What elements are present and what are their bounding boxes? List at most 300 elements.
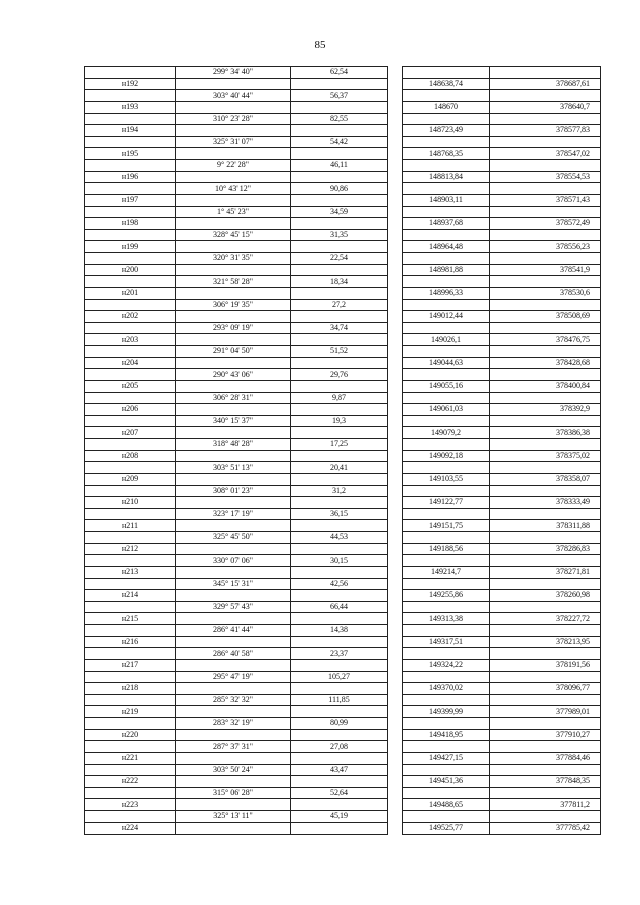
segment-row bbox=[85, 229, 601, 241]
segment-row bbox=[85, 90, 601, 102]
point-row bbox=[85, 799, 601, 811]
y-coordinate-cell bbox=[490, 346, 601, 358]
point-name-cell: н216 bbox=[85, 636, 176, 648]
direction-angle-cell: 10° 43' 12" bbox=[176, 183, 291, 195]
y-coordinate-cell bbox=[490, 206, 601, 218]
distance-cell bbox=[291, 729, 388, 741]
distance-cell: 105,27 bbox=[291, 671, 388, 683]
spacer-cell bbox=[388, 160, 403, 172]
point-name-cell: н202 bbox=[85, 311, 176, 323]
x-coordinate-cell bbox=[403, 578, 490, 590]
x-coordinate-cell: 149370,02 bbox=[403, 683, 490, 695]
point-name-cell bbox=[85, 299, 176, 311]
point-name-cell bbox=[85, 601, 176, 613]
point-row bbox=[85, 125, 601, 137]
x-coordinate-cell bbox=[403, 532, 490, 544]
distance-cell: 29,76 bbox=[291, 369, 388, 381]
point-row bbox=[85, 729, 601, 741]
direction-angle-cell bbox=[176, 729, 291, 741]
spacer-cell bbox=[388, 171, 403, 183]
point-name-cell bbox=[85, 671, 176, 683]
spacer-cell bbox=[388, 136, 403, 148]
direction-angle-cell: 303° 51' 13" bbox=[176, 462, 291, 474]
y-coordinate-cell: 377884,46 bbox=[490, 752, 601, 764]
point-name-cell: н203 bbox=[85, 334, 176, 346]
segment-row bbox=[85, 136, 601, 148]
spacer-cell bbox=[388, 485, 403, 497]
point-name-cell bbox=[85, 462, 176, 474]
direction-angle-cell: 318° 48' 28" bbox=[176, 439, 291, 451]
x-coordinate-cell bbox=[403, 741, 490, 753]
segment-row bbox=[85, 369, 601, 381]
point-row bbox=[85, 334, 601, 346]
segment-row bbox=[85, 160, 601, 172]
distance-cell: 19,3 bbox=[291, 415, 388, 427]
x-coordinate-cell bbox=[403, 392, 490, 404]
point-name-cell bbox=[85, 625, 176, 637]
x-coordinate-cell bbox=[403, 485, 490, 497]
point-name-cell bbox=[85, 160, 176, 172]
x-coordinate-cell bbox=[403, 764, 490, 776]
spacer-cell bbox=[388, 787, 403, 799]
spacer-cell bbox=[388, 659, 403, 671]
y-coordinate-cell: 378577,83 bbox=[490, 125, 601, 137]
spacer-cell bbox=[388, 229, 403, 241]
segment-row bbox=[85, 485, 601, 497]
point-name-cell bbox=[85, 206, 176, 218]
point-row bbox=[85, 776, 601, 788]
spacer-cell bbox=[388, 322, 403, 334]
x-coordinate-cell bbox=[403, 555, 490, 567]
spacer-cell bbox=[388, 555, 403, 567]
distance-cell bbox=[291, 241, 388, 253]
y-coordinate-cell: 378271,81 bbox=[490, 566, 601, 578]
direction-angle-cell bbox=[176, 171, 291, 183]
point-row bbox=[85, 543, 601, 555]
segment-row bbox=[85, 741, 601, 753]
distance-cell bbox=[291, 776, 388, 788]
spacer-cell bbox=[388, 125, 403, 137]
x-coordinate-cell bbox=[403, 439, 490, 451]
direction-angle-cell: 320° 31' 35" bbox=[176, 253, 291, 265]
point-row bbox=[85, 706, 601, 718]
direction-angle-cell bbox=[176, 590, 291, 602]
distance-cell: 34,74 bbox=[291, 322, 388, 334]
point-name-cell: н210 bbox=[85, 497, 176, 509]
segment-row bbox=[85, 415, 601, 427]
point-name-cell bbox=[85, 369, 176, 381]
point-name-cell: н195 bbox=[85, 148, 176, 160]
segment-row bbox=[85, 392, 601, 404]
direction-angle-cell: 325° 31' 07" bbox=[176, 136, 291, 148]
spacer-cell bbox=[388, 671, 403, 683]
point-name-cell: н196 bbox=[85, 171, 176, 183]
direction-angle-cell bbox=[176, 520, 291, 532]
distance-cell: 23,37 bbox=[291, 648, 388, 660]
point-row bbox=[85, 659, 601, 671]
point-name-cell: н192 bbox=[85, 78, 176, 90]
distance-cell: 22,54 bbox=[291, 253, 388, 265]
point-row bbox=[85, 380, 601, 392]
distance-cell bbox=[291, 357, 388, 369]
x-coordinate-cell bbox=[403, 601, 490, 613]
point-row bbox=[85, 194, 601, 206]
segment-row bbox=[85, 113, 601, 125]
distance-cell: 80,99 bbox=[291, 718, 388, 730]
distance-cell: 111,85 bbox=[291, 694, 388, 706]
x-coordinate-cell: 149079,2 bbox=[403, 427, 490, 439]
distance-cell: 30,15 bbox=[291, 555, 388, 567]
point-name-cell: н199 bbox=[85, 241, 176, 253]
y-coordinate-cell bbox=[490, 508, 601, 520]
segment-row bbox=[85, 462, 601, 474]
point-name-cell bbox=[85, 392, 176, 404]
point-row bbox=[85, 171, 601, 183]
spacer-cell bbox=[388, 101, 403, 113]
distance-cell bbox=[291, 194, 388, 206]
spacer-cell bbox=[388, 625, 403, 637]
x-coordinate-cell: 149012,44 bbox=[403, 311, 490, 323]
x-coordinate-cell: 149092,18 bbox=[403, 450, 490, 462]
x-coordinate-cell: 149061,03 bbox=[403, 404, 490, 416]
direction-angle-cell: 321° 58' 28" bbox=[176, 276, 291, 288]
direction-angle-cell: 293° 09' 19" bbox=[176, 322, 291, 334]
spacer-cell bbox=[388, 148, 403, 160]
distance-cell bbox=[291, 218, 388, 230]
point-name-cell: н205 bbox=[85, 380, 176, 392]
direction-angle-cell: 303° 40' 44" bbox=[176, 90, 291, 102]
direction-angle-cell: 286° 40' 58" bbox=[176, 648, 291, 660]
x-coordinate-cell: 149103,55 bbox=[403, 473, 490, 485]
y-coordinate-cell: 378392,9 bbox=[490, 404, 601, 416]
y-coordinate-cell bbox=[490, 764, 601, 776]
spacer-cell bbox=[388, 683, 403, 695]
segment-row bbox=[85, 276, 601, 288]
direction-angle-cell bbox=[176, 683, 291, 695]
direction-angle-cell: 287° 37' 31" bbox=[176, 741, 291, 753]
distance-cell: 17,25 bbox=[291, 439, 388, 451]
x-coordinate-cell: 149055,16 bbox=[403, 380, 490, 392]
spacer-cell bbox=[388, 811, 403, 823]
point-name-cell bbox=[85, 578, 176, 590]
direction-angle-cell bbox=[176, 311, 291, 323]
spacer-cell bbox=[388, 113, 403, 125]
point-name-cell bbox=[85, 718, 176, 730]
point-name-cell bbox=[85, 648, 176, 660]
y-coordinate-cell: 378358,07 bbox=[490, 473, 601, 485]
point-name-cell: н224 bbox=[85, 822, 176, 834]
distance-cell: 27,08 bbox=[291, 741, 388, 753]
direction-angle-cell bbox=[176, 822, 291, 834]
x-coordinate-cell bbox=[403, 136, 490, 148]
point-row bbox=[85, 357, 601, 369]
direction-angle-cell bbox=[176, 357, 291, 369]
direction-angle-cell bbox=[176, 706, 291, 718]
x-coordinate-cell: 148964,48 bbox=[403, 241, 490, 253]
y-coordinate-cell: 378556,23 bbox=[490, 241, 601, 253]
spacer-cell bbox=[388, 590, 403, 602]
point-name-cell bbox=[85, 229, 176, 241]
x-coordinate-cell bbox=[403, 90, 490, 102]
direction-angle-cell bbox=[176, 264, 291, 276]
direction-angle-cell: 306° 19' 35" bbox=[176, 299, 291, 311]
y-coordinate-cell bbox=[490, 648, 601, 660]
distance-cell: 20,41 bbox=[291, 462, 388, 474]
point-name-cell bbox=[85, 90, 176, 102]
distance-cell: 62,54 bbox=[291, 67, 388, 79]
spacer-cell bbox=[388, 241, 403, 253]
distance-cell bbox=[291, 125, 388, 137]
distance-cell bbox=[291, 752, 388, 764]
direction-angle-cell: 9° 22' 28" bbox=[176, 160, 291, 172]
distance-cell bbox=[291, 659, 388, 671]
point-row bbox=[85, 566, 601, 578]
x-coordinate-cell bbox=[403, 346, 490, 358]
y-coordinate-cell bbox=[490, 229, 601, 241]
spacer-cell bbox=[388, 578, 403, 590]
point-row bbox=[85, 427, 601, 439]
point-name-cell: н214 bbox=[85, 590, 176, 602]
x-coordinate-cell bbox=[403, 229, 490, 241]
x-coordinate-cell: 149313,38 bbox=[403, 613, 490, 625]
x-coordinate-cell bbox=[403, 160, 490, 172]
direction-angle-cell bbox=[176, 404, 291, 416]
point-name-cell bbox=[85, 183, 176, 195]
point-name-cell bbox=[85, 741, 176, 753]
x-coordinate-cell: 148638,74 bbox=[403, 78, 490, 90]
spacer-cell bbox=[388, 299, 403, 311]
direction-angle-cell bbox=[176, 427, 291, 439]
y-coordinate-cell: 378260,98 bbox=[490, 590, 601, 602]
x-coordinate-cell: 149044,63 bbox=[403, 357, 490, 369]
distance-cell: 44,53 bbox=[291, 532, 388, 544]
point-name-cell bbox=[85, 439, 176, 451]
direction-angle-cell bbox=[176, 194, 291, 206]
direction-angle-cell bbox=[176, 380, 291, 392]
spacer-cell bbox=[388, 311, 403, 323]
y-coordinate-cell bbox=[490, 415, 601, 427]
direction-angle-cell bbox=[176, 473, 291, 485]
distance-cell bbox=[291, 590, 388, 602]
y-coordinate-cell bbox=[490, 625, 601, 637]
y-coordinate-cell bbox=[490, 741, 601, 753]
y-coordinate-cell bbox=[490, 392, 601, 404]
segment-row bbox=[85, 601, 601, 613]
y-coordinate-cell: 378571,43 bbox=[490, 194, 601, 206]
direction-angle-cell: 306° 28' 31" bbox=[176, 392, 291, 404]
distance-cell bbox=[291, 683, 388, 695]
distance-cell: 18,34 bbox=[291, 276, 388, 288]
y-coordinate-cell bbox=[490, 671, 601, 683]
x-coordinate-cell bbox=[403, 253, 490, 265]
y-coordinate-cell bbox=[490, 439, 601, 451]
spacer-cell bbox=[388, 287, 403, 299]
segment-row bbox=[85, 555, 601, 567]
spacer-cell bbox=[388, 253, 403, 265]
distance-cell bbox=[291, 101, 388, 113]
y-coordinate-cell: 378227,72 bbox=[490, 613, 601, 625]
point-name-cell: н221 bbox=[85, 752, 176, 764]
x-coordinate-cell: 149399,99 bbox=[403, 706, 490, 718]
direction-angle-cell: 323° 17' 19" bbox=[176, 508, 291, 520]
spacer-cell bbox=[388, 648, 403, 660]
direction-angle-cell bbox=[176, 776, 291, 788]
y-coordinate-cell bbox=[490, 485, 601, 497]
point-row bbox=[85, 218, 601, 230]
distance-cell bbox=[291, 520, 388, 532]
direction-angle-cell bbox=[176, 148, 291, 160]
point-name-cell: н219 bbox=[85, 706, 176, 718]
x-coordinate-cell: 149214,7 bbox=[403, 566, 490, 578]
distance-cell bbox=[291, 566, 388, 578]
segment-row bbox=[85, 787, 601, 799]
y-coordinate-cell bbox=[490, 601, 601, 613]
x-coordinate-cell: 149418,95 bbox=[403, 729, 490, 741]
x-coordinate-cell: 149122,77 bbox=[403, 497, 490, 509]
x-coordinate-cell: 149427,15 bbox=[403, 752, 490, 764]
y-coordinate-cell: 377785,42 bbox=[490, 822, 601, 834]
direction-angle-cell: 325° 45' 50" bbox=[176, 532, 291, 544]
x-coordinate-cell: 149026,1 bbox=[403, 334, 490, 346]
segment-row bbox=[85, 206, 601, 218]
x-coordinate-cell: 148903,11 bbox=[403, 194, 490, 206]
direction-angle-cell bbox=[176, 752, 291, 764]
y-coordinate-cell bbox=[490, 136, 601, 148]
direction-angle-cell: 310° 23' 28" bbox=[176, 113, 291, 125]
segment-row bbox=[85, 253, 601, 265]
x-coordinate-cell bbox=[403, 206, 490, 218]
point-name-cell: н201 bbox=[85, 287, 176, 299]
distance-cell bbox=[291, 497, 388, 509]
direction-angle-cell: 1° 45' 23" bbox=[176, 206, 291, 218]
y-coordinate-cell bbox=[490, 787, 601, 799]
x-coordinate-cell: 148723,49 bbox=[403, 125, 490, 137]
y-coordinate-cell: 377811,2 bbox=[490, 799, 601, 811]
x-coordinate-cell: 148996,33 bbox=[403, 287, 490, 299]
distance-cell: 66,44 bbox=[291, 601, 388, 613]
distance-cell: 36,15 bbox=[291, 508, 388, 520]
distance-cell: 14,38 bbox=[291, 625, 388, 637]
point-row bbox=[85, 636, 601, 648]
y-coordinate-cell bbox=[490, 532, 601, 544]
x-coordinate-cell bbox=[403, 322, 490, 334]
spacer-cell bbox=[388, 462, 403, 474]
point-name-cell: н212 bbox=[85, 543, 176, 555]
segment-row bbox=[85, 67, 601, 79]
point-name-cell: н213 bbox=[85, 566, 176, 578]
distance-cell: 9,87 bbox=[291, 392, 388, 404]
y-coordinate-cell: 378547,02 bbox=[490, 148, 601, 160]
point-name-cell bbox=[85, 787, 176, 799]
segment-row bbox=[85, 648, 601, 660]
point-name-cell: н193 bbox=[85, 101, 176, 113]
spacer-cell bbox=[388, 90, 403, 102]
direction-angle-cell bbox=[176, 218, 291, 230]
y-coordinate-cell: 378375,02 bbox=[490, 450, 601, 462]
spacer-cell bbox=[388, 78, 403, 90]
direction-angle-cell: 291° 04' 50" bbox=[176, 346, 291, 358]
distance-cell bbox=[291, 264, 388, 276]
direction-angle-cell: 285° 32' 32" bbox=[176, 694, 291, 706]
point-name-cell: н206 bbox=[85, 404, 176, 416]
y-coordinate-cell: 378311,88 bbox=[490, 520, 601, 532]
spacer-cell bbox=[388, 532, 403, 544]
x-coordinate-cell: 148768,35 bbox=[403, 148, 490, 160]
segment-row bbox=[85, 694, 601, 706]
y-coordinate-cell: 378541,9 bbox=[490, 264, 601, 276]
point-row bbox=[85, 822, 601, 834]
y-coordinate-cell: 378333,49 bbox=[490, 497, 601, 509]
distance-cell bbox=[291, 78, 388, 90]
distance-cell bbox=[291, 543, 388, 555]
spacer-cell bbox=[388, 67, 403, 79]
direction-angle-cell bbox=[176, 125, 291, 137]
distance-cell: 45,19 bbox=[291, 811, 388, 823]
spacer-cell bbox=[388, 497, 403, 509]
segment-row bbox=[85, 764, 601, 776]
point-row bbox=[85, 752, 601, 764]
direction-angle-cell bbox=[176, 659, 291, 671]
direction-angle-cell bbox=[176, 101, 291, 113]
point-name-cell bbox=[85, 555, 176, 567]
spacer-cell bbox=[388, 706, 403, 718]
y-coordinate-cell: 377989,01 bbox=[490, 706, 601, 718]
distance-cell bbox=[291, 799, 388, 811]
distance-cell bbox=[291, 148, 388, 160]
x-coordinate-cell: 149488,65 bbox=[403, 799, 490, 811]
point-row bbox=[85, 473, 601, 485]
segment-row bbox=[85, 439, 601, 451]
point-name-cell: н208 bbox=[85, 450, 176, 462]
point-name-cell bbox=[85, 485, 176, 497]
point-name-cell bbox=[85, 113, 176, 125]
distance-cell: 27,2 bbox=[291, 299, 388, 311]
distance-cell bbox=[291, 334, 388, 346]
point-name-cell bbox=[85, 276, 176, 288]
point-name-cell: н197 bbox=[85, 194, 176, 206]
y-coordinate-cell: 378428,68 bbox=[490, 357, 601, 369]
spacer-cell bbox=[388, 194, 403, 206]
segment-row bbox=[85, 578, 601, 590]
y-coordinate-cell: 378687,61 bbox=[490, 78, 601, 90]
spacer-cell bbox=[388, 601, 403, 613]
y-coordinate-cell: 378096,77 bbox=[490, 683, 601, 695]
y-coordinate-cell bbox=[490, 67, 601, 79]
point-name-cell: н200 bbox=[85, 264, 176, 276]
point-name-cell: н207 bbox=[85, 427, 176, 439]
distance-cell bbox=[291, 822, 388, 834]
point-row bbox=[85, 450, 601, 462]
distance-cell: 52,64 bbox=[291, 787, 388, 799]
x-coordinate-cell: 149151,75 bbox=[403, 520, 490, 532]
y-coordinate-cell bbox=[490, 578, 601, 590]
x-coordinate-cell: 149451,36 bbox=[403, 776, 490, 788]
spacer-cell bbox=[388, 776, 403, 788]
spacer-cell bbox=[388, 741, 403, 753]
segment-row bbox=[85, 671, 601, 683]
direction-angle-cell bbox=[176, 543, 291, 555]
page-number: 85 bbox=[314, 39, 326, 51]
spacer-cell bbox=[388, 380, 403, 392]
point-row bbox=[85, 497, 601, 509]
y-coordinate-cell: 378572,49 bbox=[490, 218, 601, 230]
direction-angle-cell: 295° 47' 19" bbox=[176, 671, 291, 683]
distance-cell bbox=[291, 171, 388, 183]
point-name-cell bbox=[85, 136, 176, 148]
direction-angle-cell bbox=[176, 799, 291, 811]
distance-cell bbox=[291, 404, 388, 416]
point-name-cell bbox=[85, 811, 176, 823]
